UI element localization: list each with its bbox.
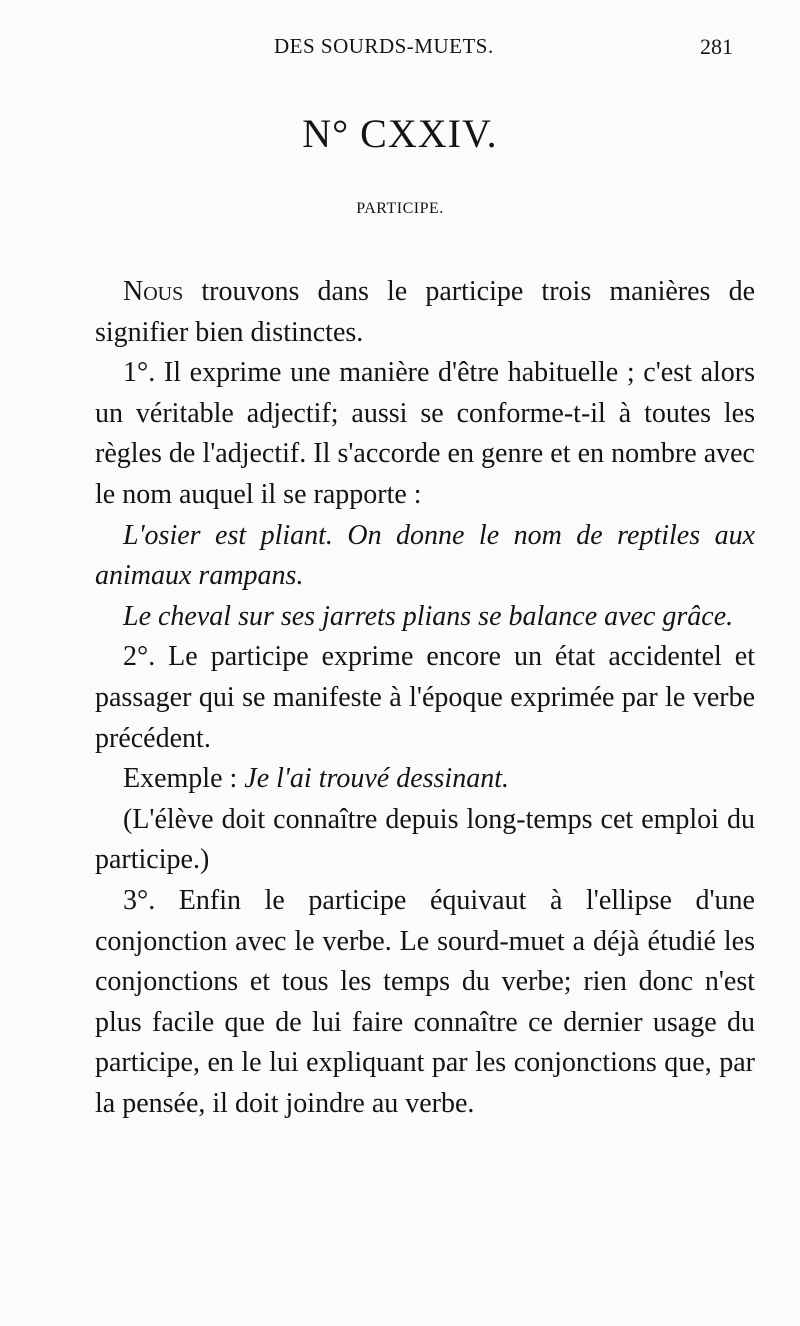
paragraph-note: (L'élève doit connaître depuis long-temps cet emploi du participe.) <box>95 803 755 876</box>
running-head <box>0 28 800 68</box>
paragraph-first-point: 1°. Il exprime une manière d'être habituelle ; c'est alors un véritable adjectif; aussi se conforme-t-il à toutes les règles de l'adjectif. Il s'accorde en genre et en nombre avec le nom auquel il se rapporte : <box>95 357 755 510</box>
body-text <box>95 272 755 1124</box>
page-number: 281 <box>700 34 733 59</box>
example-cheval: Le cheval sur ses jarrets plians se balance avec grâce. <box>123 600 734 632</box>
example-pliant: L'osier est pliant. On donne le nom de reptiles aux animaux rampans. <box>95 519 755 592</box>
paragraph-intro-text: trouvons dans le participe trois manières de signifier bien distinctes. <box>95 276 755 348</box>
example-label: Exemple : <box>123 763 245 795</box>
running-title: DES SOURDS-MUETS. <box>274 34 494 58</box>
paragraph-lead-word: Nous <box>123 276 184 307</box>
paragraph-third-point: 3°. Enfin le participe équivaut à l'ellipse d'une conjonction avec le verbe. Le sourd-muet a déjà étudié les conjonctions et tous les temps du verbe; rien donc n'est plus facile que de lui faire connaître ce dernier usage du participe, en le lui expliquant par les conjonctions que, par la pensée, il doit joindre au verbe. <box>95 884 755 1119</box>
section-title: PARTICIPE. <box>356 200 444 217</box>
section-number: N° CXXIV. <box>302 111 498 156</box>
paragraph-intro <box>95 272 755 353</box>
paragraph-example <box>95 759 755 800</box>
paragraph-second-point: 2°. Le participe exprime encore un état accidentel et passager qui se manifeste à l'époque exprimée par le verbe précédent. <box>95 641 755 754</box>
example-dessinant: Je l'ai trouvé dessinant. <box>244 763 509 795</box>
